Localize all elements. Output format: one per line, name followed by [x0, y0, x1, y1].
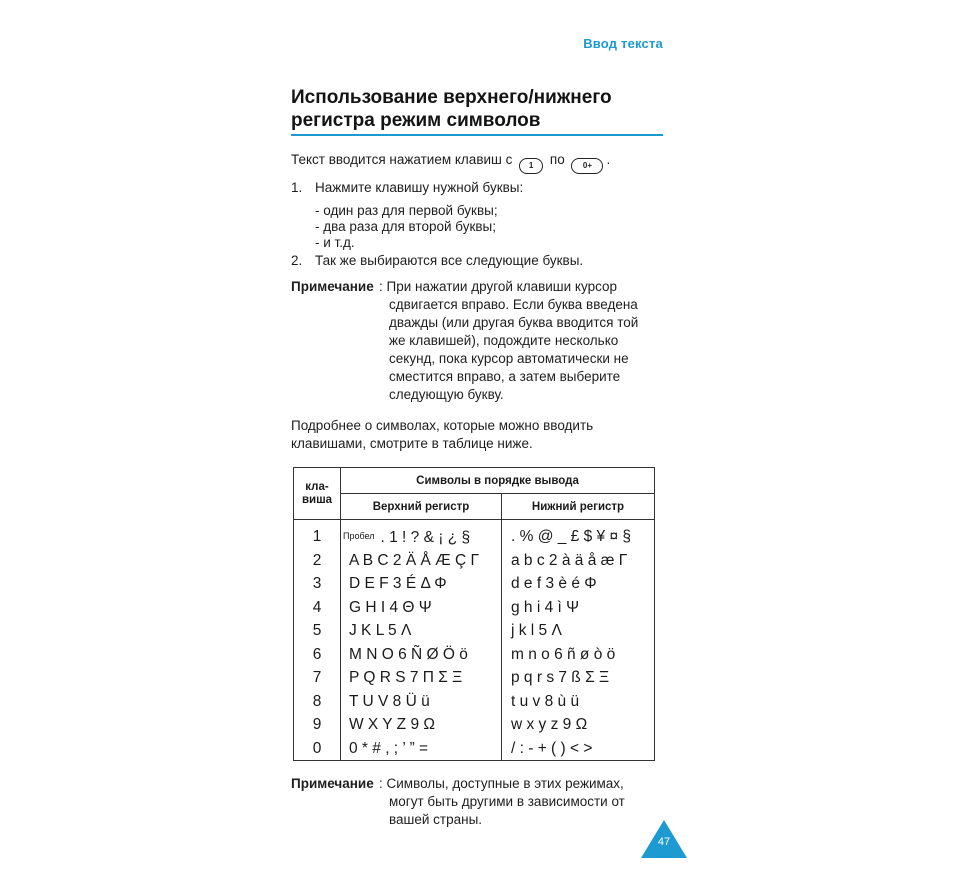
upper-symbols: T U V 8 Ü ü [349, 692, 430, 710]
lower-symbols: j k l 5 Λ [511, 622, 562, 639]
step-text: Так же выбираются все следующие буквы. [315, 253, 584, 268]
section-header: Ввод текста [583, 36, 663, 51]
step-number: 2. [291, 253, 303, 268]
table-row [294, 520, 655, 761]
intro-middle: по [549, 152, 565, 167]
lower-case-header: Нижний регистр [502, 494, 655, 520]
step-1 [291, 179, 523, 197]
note-label: Примечание [291, 279, 374, 294]
lower-symbols: g h i 4 ì Ψ [511, 598, 580, 616]
key-column-header [294, 468, 341, 520]
title-underline [291, 134, 663, 136]
space-label: Пробел [343, 531, 375, 541]
list-item: - один раз для первой буквы; [315, 203, 498, 218]
lower-symbols: t u v 8 ù ü [511, 692, 580, 710]
upper-symbols: W X Y Z 9 Ω [349, 716, 435, 733]
upper-symbols: A B C 2 Ä Å Æ Ç Γ [349, 551, 479, 569]
note-line: сдвигается вправо. Если буква введена [389, 297, 638, 312]
note-body [379, 775, 663, 829]
title-line-2: регистра режим символов [291, 110, 541, 131]
upper-symbols [341, 525, 501, 549]
key-label: 9 [312, 716, 322, 733]
page-title [291, 86, 663, 132]
symbols-group-header: Символы в порядке вывода [341, 468, 655, 494]
upper-case-header: Верхний регистр [341, 494, 502, 520]
list-item: - два раза для второй буквы; [315, 219, 496, 234]
note-body [379, 278, 663, 404]
note-line: : Символы, доступные в этих режимах, [379, 776, 624, 791]
key-label: 5 [312, 622, 322, 639]
keys-cell [294, 520, 341, 761]
lower-symbols: . % @ _ £ $ ¥ ¤ § [511, 528, 631, 545]
upper-symbols: M N O 6 Ñ Ø Ö ö [349, 645, 468, 663]
page-number: 47 [657, 836, 671, 848]
intro-text: Текст вводится нажатием клавиш с [291, 152, 513, 167]
step-text: Нажмите клавишу нужной буквы: [315, 180, 524, 195]
key-label: 4 [312, 598, 322, 616]
note-line: следующую букву. [389, 387, 504, 402]
note-line: же клавишей), подождите несколько [389, 333, 619, 348]
paragraph-line: клавишами, смотрите в таблице ниже. [291, 436, 533, 451]
step-1-sublist [315, 203, 498, 251]
lower-case-cell [502, 520, 655, 761]
step-number: 1. [291, 180, 303, 195]
key-label: 7 [312, 669, 322, 686]
title-line-1: Использование верхнего/нижнего [291, 87, 612, 108]
header-line: виша [301, 493, 333, 506]
key-label: 3 [312, 575, 322, 592]
note-line: сместится вправо, а затем выберите [389, 369, 621, 384]
header-line: кла- [305, 480, 329, 493]
note-2 [291, 775, 663, 829]
key-label: 1 [312, 528, 322, 545]
upper-symbols: 0 * # , ; ’ ” = [349, 739, 429, 757]
note-1 [291, 278, 663, 404]
key-label: 0 [312, 739, 322, 757]
symbols-table [293, 467, 655, 761]
note-line: : При нажатии другой клавиши курсор [379, 279, 617, 294]
note-line: могут быть другими в зависимости от [389, 794, 625, 809]
key-label: 8 [312, 692, 322, 710]
lower-symbols: p q r s 7 ß Σ Ξ [511, 669, 610, 686]
lower-symbols: m n o 6 ñ ø ò ö [511, 645, 616, 663]
upper-symbols-text: . 1 ! ? & ¡ ¿ § [380, 529, 471, 546]
note-label: Примечание [291, 776, 374, 791]
lower-symbols: / : - + ( ) < > [511, 739, 593, 757]
upper-symbols: G H I 4 Θ Ψ [349, 598, 432, 616]
table-intro-paragraph [291, 417, 663, 453]
key-label: 2 [312, 551, 322, 569]
upper-case-cell [341, 520, 502, 761]
lower-symbols: w x y z 9 Ω [511, 716, 588, 733]
note-line: вашей страны. [389, 812, 483, 827]
lower-symbols: a b c 2 à ä å æ Γ [511, 551, 628, 569]
intro-end: . [606, 152, 611, 167]
paragraph-line: Подробнее о символах, которые можно вводить [291, 418, 594, 433]
upper-symbols: D E F 3 É Δ Φ [349, 575, 447, 592]
key-1-icon: 1 [519, 158, 543, 174]
key-0-icon: 0+ [571, 158, 603, 174]
lower-symbols: d e f 3 è é Φ [511, 575, 597, 592]
step-2 [291, 252, 583, 270]
list-item: - и т.д. [315, 235, 355, 250]
upper-symbols: J K L 5 Λ [349, 622, 412, 639]
note-line: секунд, пока курсор автоматически не [389, 351, 629, 366]
upper-symbols: P Q R S 7 Π Σ Ξ [349, 669, 463, 686]
note-line: дважды (или другая буква вводится той [389, 315, 639, 330]
key-label: 6 [312, 645, 322, 663]
intro-paragraph [291, 151, 610, 174]
